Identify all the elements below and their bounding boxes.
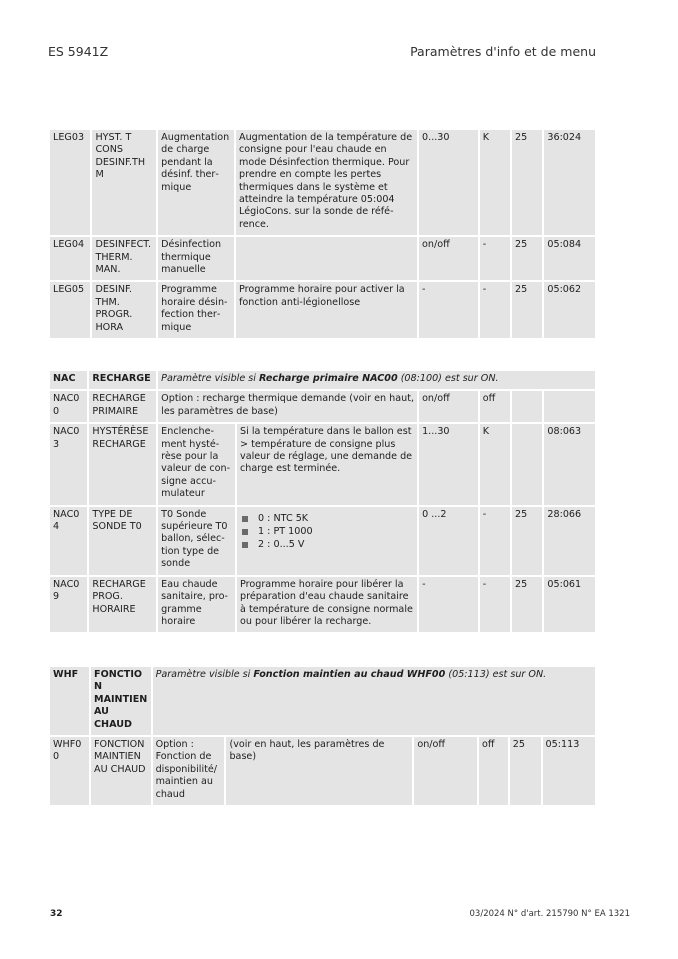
- param-level: [512, 424, 542, 504]
- param-name: DESINFECT. THERM. MAN.: [92, 237, 156, 280]
- param-code: LEG03: [50, 130, 90, 235]
- param-ref: 05:062: [544, 282, 595, 338]
- option-item: 0 : NTC 5K: [240, 513, 414, 525]
- param-name: HYSTÉRÈSE RECHARGE: [89, 424, 156, 504]
- table-row: [50, 424, 595, 504]
- param-code: LEG05: [50, 282, 90, 338]
- param-range: 0...30: [419, 130, 478, 235]
- article-reference: 03/2024 N° d'art. 215790 N° EA 1321: [469, 909, 630, 919]
- visibility-note: Paramètre visible si Recharge primaire NAC00 (08:100) est sur ON.: [158, 371, 595, 389]
- param-level: 25: [510, 737, 541, 805]
- param-level: 25: [512, 507, 542, 575]
- table-row: [50, 237, 595, 280]
- param-ref: 05:061: [544, 577, 595, 633]
- whf-parameter-table: [48, 665, 597, 807]
- param-short-desc: Désinfection thermique manuelle: [158, 237, 234, 280]
- table-row: [50, 507, 595, 575]
- param-description: [236, 237, 417, 280]
- param-range: 1...30: [419, 424, 478, 504]
- leg-parameter-table: [48, 128, 597, 340]
- param-ref: 05:084: [544, 237, 595, 280]
- square-bullet-icon: [242, 542, 248, 548]
- param-default: off: [479, 737, 508, 805]
- section-name: RECHARGE: [89, 371, 156, 389]
- option-item: 1 : PT 1000: [240, 526, 414, 538]
- param-ref: 08:063: [544, 424, 595, 504]
- param-range: on/off: [419, 237, 478, 280]
- table-row: [50, 391, 595, 422]
- document-code: ES 5941Z: [48, 44, 109, 59]
- param-short-desc: T0 Sonde supérieure T0 ballon, sélection type de sonde: [158, 507, 235, 575]
- param-level: 25: [512, 130, 542, 235]
- param-short-desc: Option : Fonction de disponibilité/ maintien au chaud: [153, 737, 225, 805]
- param-default: off: [480, 391, 510, 422]
- page-number: 32: [50, 909, 63, 919]
- table-row: [50, 577, 595, 633]
- param-ref: 05:113: [543, 737, 595, 805]
- param-code: WHF00: [50, 737, 89, 805]
- param-name: FONCTION MAINTIEN AU CHAUD: [91, 737, 151, 805]
- param-code: NAC09: [50, 577, 87, 633]
- param-unit: K: [480, 130, 510, 235]
- param-level: 25: [512, 282, 542, 338]
- option-item: 2 : 0...5 V: [240, 539, 414, 551]
- param-unit: -: [480, 237, 510, 280]
- section-title: Paramètres d'info et de menu: [410, 44, 596, 59]
- param-code: NAC00: [50, 391, 87, 422]
- param-range: on/off: [414, 737, 477, 805]
- param-code: NAC03: [50, 424, 87, 504]
- param-short-desc: Augmentation de charge pendant la désinf. thermique: [158, 130, 234, 235]
- param-level: 25: [512, 237, 542, 280]
- square-bullet-icon: [242, 529, 248, 535]
- param-name: RECHARGE PROG. HORAIRE: [89, 577, 156, 633]
- section-header-row: [50, 371, 595, 389]
- param-name: TYPE DE SONDE T0: [89, 507, 156, 575]
- param-unit: -: [480, 577, 510, 633]
- section-code: WHF: [50, 667, 89, 735]
- param-name: HYST. T CONS DESINF.THM: [92, 130, 156, 235]
- param-description: (voir en haut, les paramètres de base): [226, 737, 412, 805]
- table-row: [50, 130, 595, 235]
- visibility-note: Paramètre visible si Fonction maintien au chaud WHF00 (05:113) est sur ON.: [153, 667, 595, 735]
- param-range: 0 ...2: [419, 507, 478, 575]
- param-description: Programme horaire pour activer la fonction anti-légionellose: [236, 282, 417, 338]
- section-header-row: [50, 667, 595, 735]
- param-short-desc: Enclenchement hystérèse pour la valeur de consigne accumulateur: [158, 424, 235, 504]
- square-bullet-icon: [242, 516, 248, 522]
- param-unit: -: [480, 507, 510, 575]
- section-code: NAC: [50, 371, 87, 389]
- table-row: [50, 737, 595, 805]
- section-name: FONCTION MAINTIEN AU CHAUD: [91, 667, 151, 735]
- param-description: Si la température dans le ballon est > température de consigne plus valeur de réglage, une demande de charge est terminée.: [237, 424, 417, 504]
- param-description: Option : recharge thermique demande (voir en haut, les paramètres de base): [158, 391, 417, 422]
- param-description: Augmentation de la température de consigne pour l'eau chaude en mode Désinfection thermique. Pour prendre en compte les pertes thermiques dans le système et atteindre la température 05:004 LégioCons. sur la sonde de référence.: [236, 130, 417, 235]
- param-range: -: [419, 577, 478, 633]
- param-range: on/off: [419, 391, 478, 422]
- param-level: [512, 391, 542, 422]
- param-unit: -: [480, 282, 510, 338]
- param-ref: [544, 391, 595, 422]
- param-range: -: [419, 282, 478, 338]
- param-ref: 36:024: [544, 130, 595, 235]
- param-level: 25: [512, 577, 542, 633]
- param-code: NAC04: [50, 507, 87, 575]
- table-row: [50, 282, 595, 338]
- param-description: Programme horaire pour libérer la préparation d'eau chaude sanitaire à température de consigne normale ou pour libérer la recharge.: [237, 577, 417, 633]
- param-options: [237, 507, 417, 575]
- param-unit: K: [480, 424, 510, 504]
- nac-parameter-table: [48, 369, 597, 634]
- param-ref: 28:066: [544, 507, 595, 575]
- param-short-desc: Programme horaire désinfection thermique: [158, 282, 234, 338]
- param-short-desc: Eau chaude sanitaire, programme horaire: [158, 577, 235, 633]
- param-name: DESINF. THM. PROGR. HORA: [92, 282, 156, 338]
- param-code: LEG04: [50, 237, 90, 280]
- param-name: RECHARGE PRIMAIRE: [89, 391, 156, 422]
